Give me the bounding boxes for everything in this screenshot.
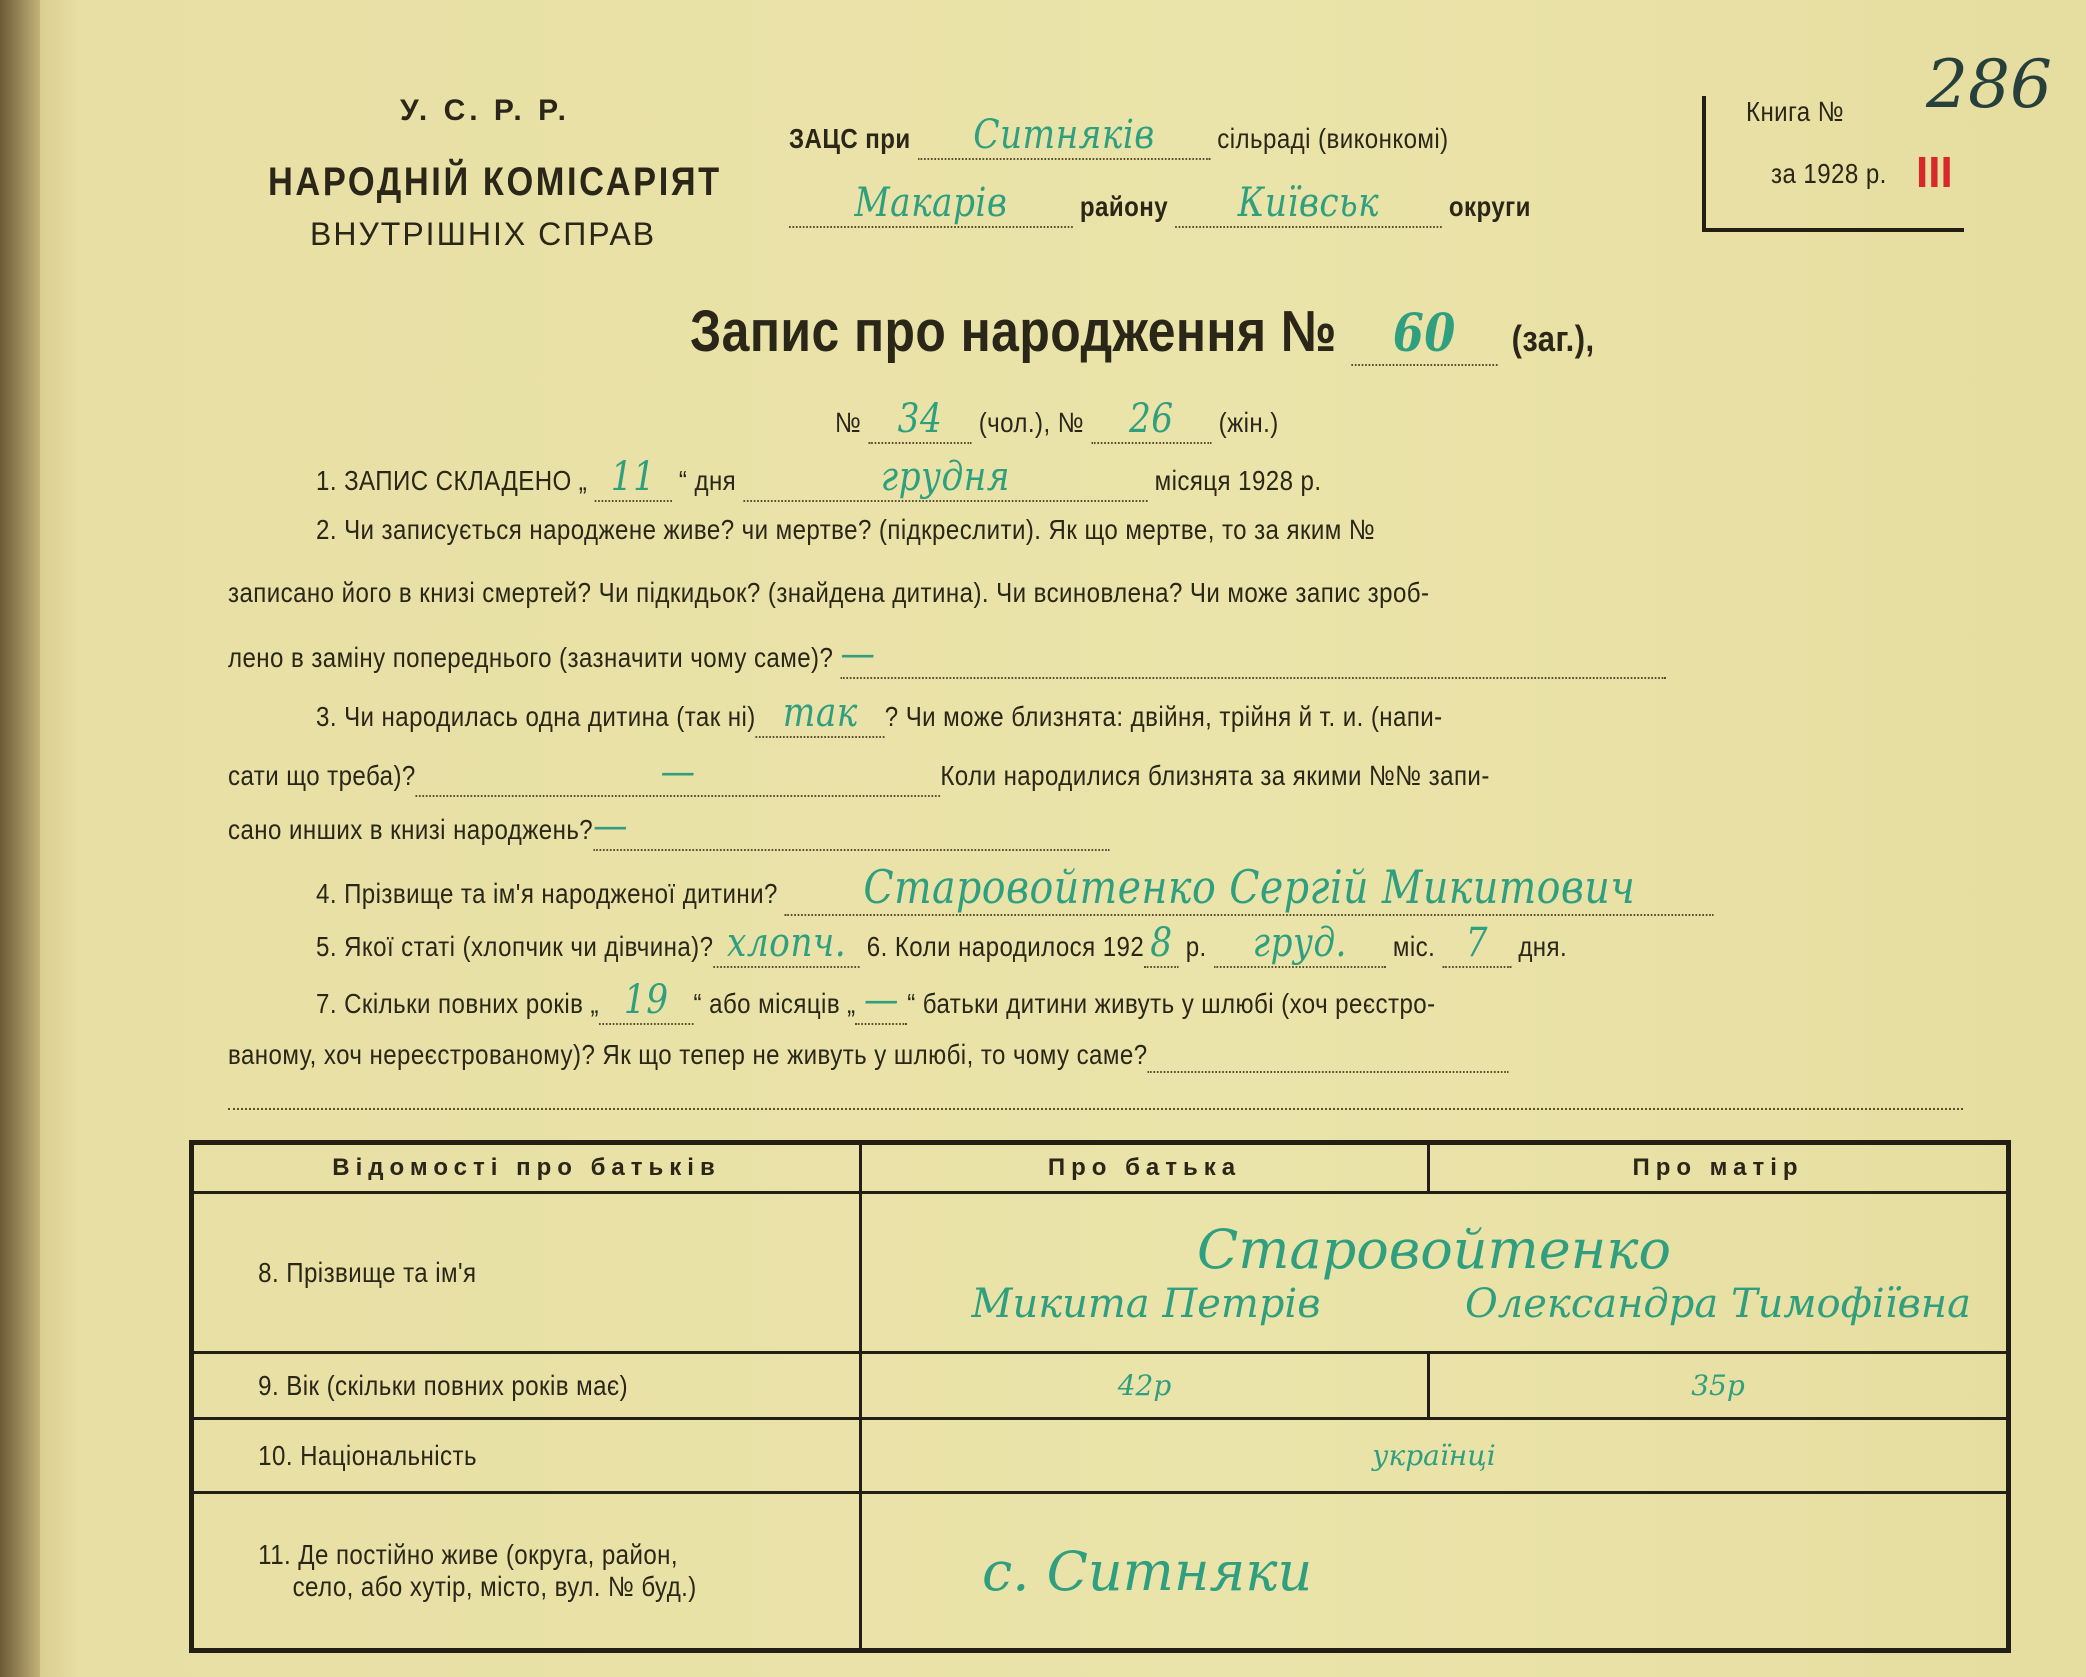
q7-months-label: “ або місяців „ [693,988,856,1019]
q1-year-label: місяця 1928 р. [1154,465,1322,496]
residence-value: с. Ситняки [861,1493,2009,1651]
red-mark: III [1916,148,1953,197]
office-prefix: ЗАЦС при [789,123,911,154]
q2-answer: — [840,631,1666,679]
table-row [192,1193,2009,1353]
table-row [192,1493,2009,1651]
council-label: сільраді (виконкомі) [1217,123,1449,154]
header-father: Про батька [861,1143,1429,1193]
male-label: (чол.), № [978,407,1084,438]
q2-line3: лено в заміну попереднього (зазначити чому саме)? [228,642,834,673]
birth-year-digit: 8 [1144,920,1178,968]
q6-month-label: міс. [1392,931,1436,962]
q3-twins-answer: — [416,749,941,797]
q3-line2: сати що треба)? [228,760,416,791]
birth-month: груд. [1214,920,1386,968]
okrug-value: Київськ [1175,180,1442,228]
district-label: району [1079,191,1169,222]
q5-label: 5. Якої статі (хлопчик чи дівчина)? [316,931,714,962]
row-label-cont: село, або хутір, місто, вул. № буд.) [292,1571,697,1602]
birth-day: 7 [1442,920,1511,968]
male-number: 34 [868,396,971,444]
marriage-months: — [856,977,908,1025]
q7-line1: 7. Скільки повних років „ [316,988,599,1019]
table-row [192,1419,2009,1493]
record-number: 60 [1351,303,1497,366]
page-edge [0,0,40,1677]
q3-line2-end: Коли народилися близнята за якими №№ запи- [940,760,1490,791]
q6-year-label: р. [1185,931,1207,962]
header-parents-info: Відомості про батьків [192,1143,861,1193]
header-mother: Про матір [1429,1143,2009,1193]
parents-surname: Старовойтенко [1196,1218,1671,1281]
q6-label: 6. Коли народилося 192 [866,931,1145,962]
book-number: 286 [1926,46,2052,123]
book-label: Книга № [1746,96,1844,127]
q3-line3: сано инших в книзі народжень? [228,814,594,845]
q3-line1-end: ? Чи може близнята: двійня, трійня й т. и. (напи- [884,701,1443,732]
row-label: 8. Прізвище та ім'я [238,1193,813,1353]
female-number: 26 [1091,396,1211,444]
q6-day-label: дня. [1518,931,1568,962]
dotted-divider [228,1108,1963,1110]
mother-age: 35р [1429,1353,2009,1419]
department-heading: ВНУТРІШНІХ СПРАВ [310,216,657,252]
nationality-value: українці [861,1419,2009,1493]
father-age: 42р [861,1353,1429,1419]
book-year: за 1928 р. [1771,158,1887,189]
q1-day: 11 [594,454,671,502]
q2-line1: 2. Чи записується народжене живе? чи мертве? (підкреслити). Як що мертве, то за яким № [316,514,1376,545]
father-name: Микита Петрів [971,1281,1321,1327]
record-suffix: (заг.), [1511,318,1595,359]
q3-other-answer: — [593,803,1109,851]
q4-label: 4. Прізвище та ім'я народженої дитини? [316,878,778,909]
row-label: 11. Де постійно живе (округа, район, [257,1539,678,1570]
record-title: Запис про народження № [690,299,1337,364]
row-label: 9. Вік (скільки повних років має) [238,1353,813,1419]
book-box [1702,46,2052,232]
district-value: Макарів [789,180,1073,228]
q3-single-answer: так [756,690,885,738]
republic-heading: У. С. Р. Р. [400,94,570,127]
child-name: Старовойтенко Сергій Микитович [785,860,1714,916]
parents-table [189,1140,2011,1653]
q1-month: грудня [743,454,1147,502]
q7-line2: ваному, хоч нереєстрованому)? Як що тепер не живуть у шлюбі, то чому саме? [228,1039,1148,1070]
q7-line1-end: “ батьки дитини живуть у шлюбі (хоч реєстро- [907,988,1436,1019]
child-sex: хлопч. [713,920,859,968]
village-council-value: Ситняків [918,112,1210,160]
no-label: № [835,407,862,438]
row-label: 10. Національність [238,1419,813,1493]
q1-day-label: “ дня [678,465,737,496]
table-header-row [192,1143,2009,1193]
okrug-label: округи [1448,191,1531,222]
table-row [192,1353,2009,1419]
female-label: (жін.) [1218,407,1279,438]
q2-line2: записано його в книзі смертей? Чи підкидьок? (знайдена дитина). Чи всиновлена? Чи може запис зроб- [228,577,1430,608]
q1-label: 1. ЗАПИС СКЛАДЕНО „ [316,465,588,496]
mother-name: Олександра Тимофіївна [1465,1281,1971,1327]
marriage-years: 19 [599,977,694,1025]
q3-line1: 3. Чи народилась одна дитина (так ні) [316,701,756,732]
commissariat-heading: НАРОДНІЙ КОМІСАРІЯТ [268,160,722,204]
